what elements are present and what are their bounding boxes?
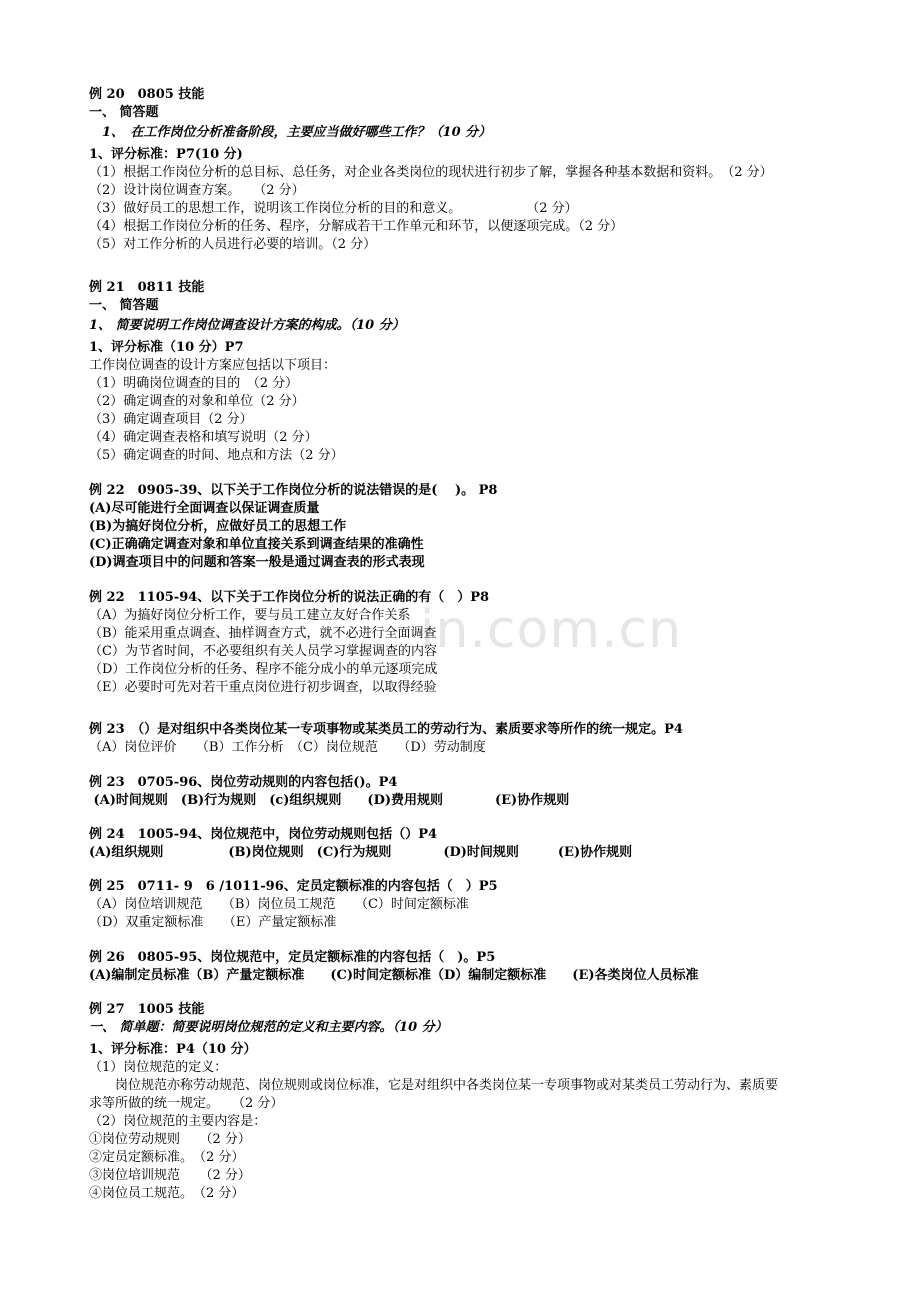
text-line: 例 27 1005 技能 <box>89 1002 205 1017</box>
text-line: 岗位规范亦称劳动规范、岗位规则或岗位标准，它是对组织中各类岗位某一专项事物或对某类员工劳动行为、素质要 <box>89 1078 779 1093</box>
text-line: ④岗位员工规范。 （2 分） <box>89 1186 245 1201</box>
text-line: （3）确定调查项目（2 分） <box>89 412 253 427</box>
text-line: 一、 简答题 <box>89 105 159 120</box>
text-line: （2）岗位规范的主要内容是： <box>89 1114 267 1129</box>
text-line: （4）根据工作岗位分析的任务、程序，分解成若干工作单元和环节，以便逐项完成。（2 分） <box>89 219 624 234</box>
text-line: 例 22 1105-94、以下关于工作岗位分析的说法正确的有（ ）P8 <box>89 590 490 605</box>
text-line: 一、 简答题 <box>89 298 159 313</box>
text-line: （D）工作岗位分析的任务、程序不能分成小的单元逐项完成 <box>89 662 438 677</box>
text-line: （1）明确岗位调查的目的 （2 分） <box>89 376 299 391</box>
text-line: （2）确定调查的对象和单位（2 分） <box>89 394 305 409</box>
text-line: 1、评分标准：P7(10 分) <box>89 147 243 162</box>
text-line: 例 25 0711- 9 6 /1011-96、定员定额标准的内容包括（ ）P5 <box>89 879 498 894</box>
text-line: 1、 简要说明工作岗位调查设计方案的构成。（10 分） <box>89 318 405 333</box>
text-line: ②定员定额标准。 （2 分） <box>89 1150 245 1165</box>
text-line: （1）岗位规范的定义： <box>89 1060 228 1075</box>
text-line: 一、 简单题：简要说明岗位规范的定义和主要内容。（10 分） <box>89 1020 448 1035</box>
text-line: (A)组织规则 (B)岗位规则 (C)行为规则 (D)时间规则 (E)协作规则 <box>89 845 633 860</box>
text-line: 1、 在工作岗位分析准备阶段，主要应当做好哪些工作？（10 分） <box>89 125 492 140</box>
text-line: 例 24 1005-94、岗位规范中，岗位劳动规则包括（）P4 <box>89 827 438 842</box>
text-line: 例 22 0905-39、以下关于工作岗位分析的说法错误的是( )。 P8 <box>89 483 498 498</box>
text-line: （A）岗位评价 （B）工作分析 （C）岗位规范 （D）劳动制度 <box>89 740 486 755</box>
text-line: ①岗位劳动规则 （2 分） <box>89 1132 251 1147</box>
text-line: (D)调查项目中的问题和答案一般是通过调查表的形式表现 <box>89 555 425 570</box>
text-line: (C)正确确定调查对象和单位直接关系到调查结果的准确性 <box>89 537 424 552</box>
text-line: （E）必要时可先对若干重点岗位进行初步调查，以取得经验 <box>89 680 437 695</box>
text-line: 1、评分标准（10 分）P7 <box>89 340 244 355</box>
text-line: 工作岗位调查的设计方案应包括以下项目： <box>89 358 337 373</box>
text-line: 求等所做的统一规定。 （2 分） <box>89 1096 284 1111</box>
text-line: (A)编制定员标准（B）产量定额标准 (C)时间定额标准（D）编制定额标准 (E)各类岗位人员标准 <box>89 968 699 983</box>
text-line: （B）能采用重点调查、抽样调查方式，就不必进行全面调查 <box>89 626 437 641</box>
text-line: （1）根据工作岗位分析的总目标、总任务，对企业各类岗位的现状进行初步了解，掌握各种基本数据和资料。 （2 分） <box>89 165 773 180</box>
text-line: ③岗位培训规范 （2 分） <box>89 1168 251 1183</box>
text-line: (B)为搞好岗位分析，应做好员工的思想工作 <box>89 519 347 534</box>
text-line: 例 26 0805-95、岗位规范中，定员定额标准的内容包括（ )。P5 <box>89 950 496 965</box>
text-line: 1、评分标准：P4（10 分） <box>89 1042 257 1057</box>
text-line: （4）确定调查表格和填写说明（2 分） <box>89 430 318 445</box>
text-line: (A)时间规则 (B)行为规则 (c)组织规则 (D)费用规则 (E)协作规则 <box>89 793 570 808</box>
text-line: （5）确定调查的时间、地点和方法（2 分） <box>89 448 344 463</box>
text-line: （3）做好员工的思想工作，说明该工作岗位分析的目的和意义。 （2 分） <box>89 201 578 216</box>
text-line: （A）岗位培训规范 （B）岗位员工规范 （C）时间定额标准 <box>89 897 469 912</box>
text-line: (A)尽可能进行全面调查以保证调查质量 <box>89 501 320 516</box>
text-line: （2）设计岗位调查方案。 （2 分） <box>89 183 305 198</box>
text-line: （5）对工作分析的人员进行必要的培训。（2 分） <box>89 237 377 252</box>
watermark: in.com.cn <box>420 600 683 660</box>
text-line: （A）为搞好岗位分析工作，要与员工建立友好合作关系 <box>89 608 411 623</box>
text-line: 例 20 0805 技能 <box>89 87 205 102</box>
text-line: 例 23 （）是对组织中各类岗位某一专项事物或某类员工的劳动行为、素质要求等所作的统一规定。P4 <box>89 722 683 737</box>
text-line: （D）双重定额标准 （E）产量定额标准 <box>89 915 337 930</box>
text-line: （C）为节省时间，不必要组织有关人员学习掌握调查的内容 <box>89 644 437 659</box>
text-line: 例 21 0811 技能 <box>89 280 205 295</box>
text-line: 例 23 0705-96、岗位劳动规则的内容包括()。P4 <box>89 775 398 790</box>
